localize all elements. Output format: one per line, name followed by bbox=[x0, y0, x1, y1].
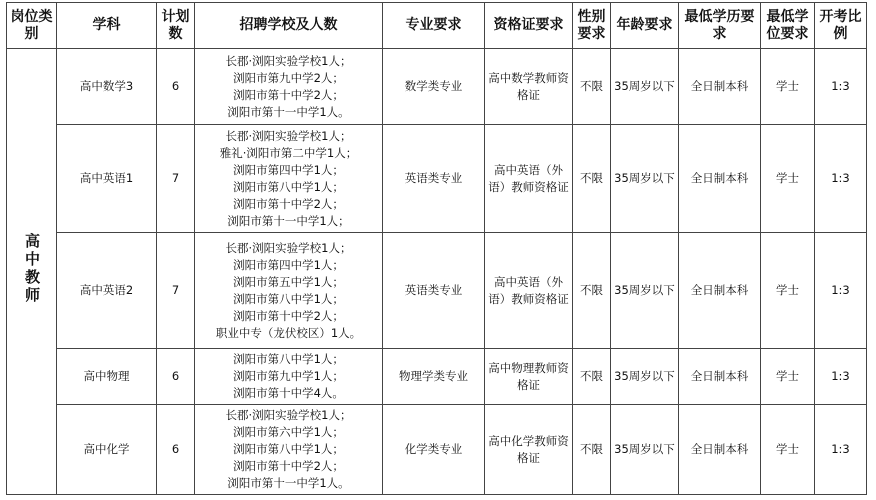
school-line: 雅礼·浏阳市第二中学1人； bbox=[219, 145, 358, 160]
age-cell: 35周岁以下 bbox=[611, 349, 679, 405]
school-line: 浏阳市第九中学2人； bbox=[233, 70, 344, 85]
subject-cell: 高中化学 bbox=[57, 405, 157, 495]
post-type-label: 高中教师 bbox=[23, 233, 41, 305]
education-cell: 全日制本科 bbox=[679, 49, 761, 125]
header-education: 最低学历要求 bbox=[679, 3, 761, 49]
school-line: 浏阳市第六中学1人； bbox=[233, 425, 344, 439]
table-row bbox=[7, 405, 867, 495]
subject-cell: 高中数学3 bbox=[57, 49, 157, 125]
school-line: 浏阳市第十中学4人。 bbox=[233, 386, 344, 400]
header-plan-count: 计划数 bbox=[157, 3, 195, 49]
age-cell: 35周岁以下 bbox=[611, 405, 679, 495]
exam-ratio-cell: 1:3 bbox=[815, 405, 867, 495]
header-subject: 学科 bbox=[57, 3, 157, 49]
school-line: 浏阳市第十中学2人； bbox=[233, 87, 344, 102]
gender-cell: 不限 bbox=[573, 49, 611, 125]
gender-cell: 不限 bbox=[573, 125, 611, 233]
school-line: 浏阳市第八中学1人； bbox=[233, 352, 344, 366]
school-line: 长郡·浏阳实验学校1人； bbox=[225, 128, 352, 143]
school-line: 职业中专（龙伏校区）1人。 bbox=[215, 325, 362, 340]
plan-count-cell: 7 bbox=[157, 125, 195, 233]
major-cell: 英语类专业 bbox=[383, 125, 485, 233]
header-age: 年龄要求 bbox=[611, 3, 679, 49]
schools-cell bbox=[195, 233, 383, 349]
certificate-cell: 高中英语（外语）教师资格证 bbox=[485, 233, 573, 349]
gender-cell: 不限 bbox=[573, 349, 611, 405]
plan-count-cell: 6 bbox=[157, 349, 195, 405]
header-degree: 最低学位要求 bbox=[761, 3, 815, 49]
school-line: 长郡·浏阳实验学校1人； bbox=[225, 240, 352, 255]
table-body bbox=[7, 49, 867, 495]
schools-cell bbox=[195, 49, 383, 125]
degree-cell: 学士 bbox=[761, 49, 815, 125]
degree-cell: 学士 bbox=[761, 349, 815, 405]
school-line: 浏阳市第十一中学1人； bbox=[227, 213, 350, 228]
school-line: 浏阳市第八中学1人； bbox=[233, 291, 344, 306]
certificate-cell: 高中物理教师资格证 bbox=[485, 349, 573, 405]
education-cell: 全日制本科 bbox=[679, 405, 761, 495]
age-cell: 35周岁以下 bbox=[611, 125, 679, 233]
header-post-type: 岗位类别 bbox=[7, 3, 57, 49]
education-cell: 全日制本科 bbox=[679, 349, 761, 405]
schools-cell bbox=[195, 405, 383, 495]
recruitment-table bbox=[6, 2, 867, 495]
table-row bbox=[7, 233, 867, 349]
age-cell: 35周岁以下 bbox=[611, 233, 679, 349]
major-cell: 化学类专业 bbox=[383, 405, 485, 495]
education-cell: 全日制本科 bbox=[679, 233, 761, 349]
school-line: 长郡·浏阳实验学校1人； bbox=[225, 408, 352, 422]
certificate-cell: 高中英语（外语）教师资格证 bbox=[485, 125, 573, 233]
plan-count-cell: 6 bbox=[157, 405, 195, 495]
degree-cell: 学士 bbox=[761, 405, 815, 495]
school-line: 浏阳市第四中学1人； bbox=[233, 257, 344, 272]
header-row bbox=[7, 3, 867, 49]
subject-cell: 高中物理 bbox=[57, 349, 157, 405]
degree-cell: 学士 bbox=[761, 125, 815, 233]
certificate-cell: 高中化学教师资格证 bbox=[485, 405, 573, 495]
exam-ratio-cell: 1:3 bbox=[815, 349, 867, 405]
schools-cell bbox=[195, 349, 383, 405]
school-line: 浏阳市第十中学2人； bbox=[233, 196, 344, 211]
degree-cell: 学士 bbox=[761, 233, 815, 349]
header-certificate: 资格证要求 bbox=[485, 3, 573, 49]
plan-count-cell: 6 bbox=[157, 49, 195, 125]
exam-ratio-cell: 1:3 bbox=[815, 49, 867, 125]
major-cell: 数学类专业 bbox=[383, 49, 485, 125]
exam-ratio-cell: 1:3 bbox=[815, 125, 867, 233]
school-line: 浏阳市第十一中学1人。 bbox=[227, 104, 350, 119]
school-line: 浏阳市第八中学1人； bbox=[233, 179, 344, 194]
school-line: 浏阳市第八中学1人； bbox=[233, 442, 344, 456]
school-line: 长郡·浏阳实验学校1人； bbox=[225, 53, 352, 68]
school-line: 浏阳市第十一中学1人。 bbox=[227, 476, 350, 490]
exam-ratio-cell: 1:3 bbox=[815, 233, 867, 349]
table-row bbox=[7, 125, 867, 233]
subject-cell: 高中英语1 bbox=[57, 125, 157, 233]
certificate-cell: 高中数学教师资格证 bbox=[485, 49, 573, 125]
plan-count-cell: 7 bbox=[157, 233, 195, 349]
post-type-cell bbox=[7, 49, 57, 495]
age-cell: 35周岁以下 bbox=[611, 49, 679, 125]
table-row bbox=[7, 49, 867, 125]
subject-cell: 高中英语2 bbox=[57, 233, 157, 349]
school-line: 浏阳市第十中学2人； bbox=[233, 459, 344, 473]
major-cell: 物理学类专业 bbox=[383, 349, 485, 405]
school-line: 浏阳市第十中学2人； bbox=[233, 308, 344, 323]
gender-cell: 不限 bbox=[573, 405, 611, 495]
school-line: 浏阳市第五中学1人； bbox=[233, 274, 344, 289]
school-line: 浏阳市第四中学1人； bbox=[233, 162, 344, 177]
schools-cell bbox=[195, 125, 383, 233]
table-row bbox=[7, 349, 867, 405]
education-cell: 全日制本科 bbox=[679, 125, 761, 233]
gender-cell: 不限 bbox=[573, 233, 611, 349]
header-exam-ratio: 开考比例 bbox=[815, 3, 867, 49]
school-line: 浏阳市第九中学1人； bbox=[233, 369, 344, 383]
header-major: 专业要求 bbox=[383, 3, 485, 49]
header-gender: 性别要求 bbox=[573, 3, 611, 49]
major-cell: 英语类专业 bbox=[383, 233, 485, 349]
header-schools: 招聘学校及人数 bbox=[195, 3, 383, 49]
